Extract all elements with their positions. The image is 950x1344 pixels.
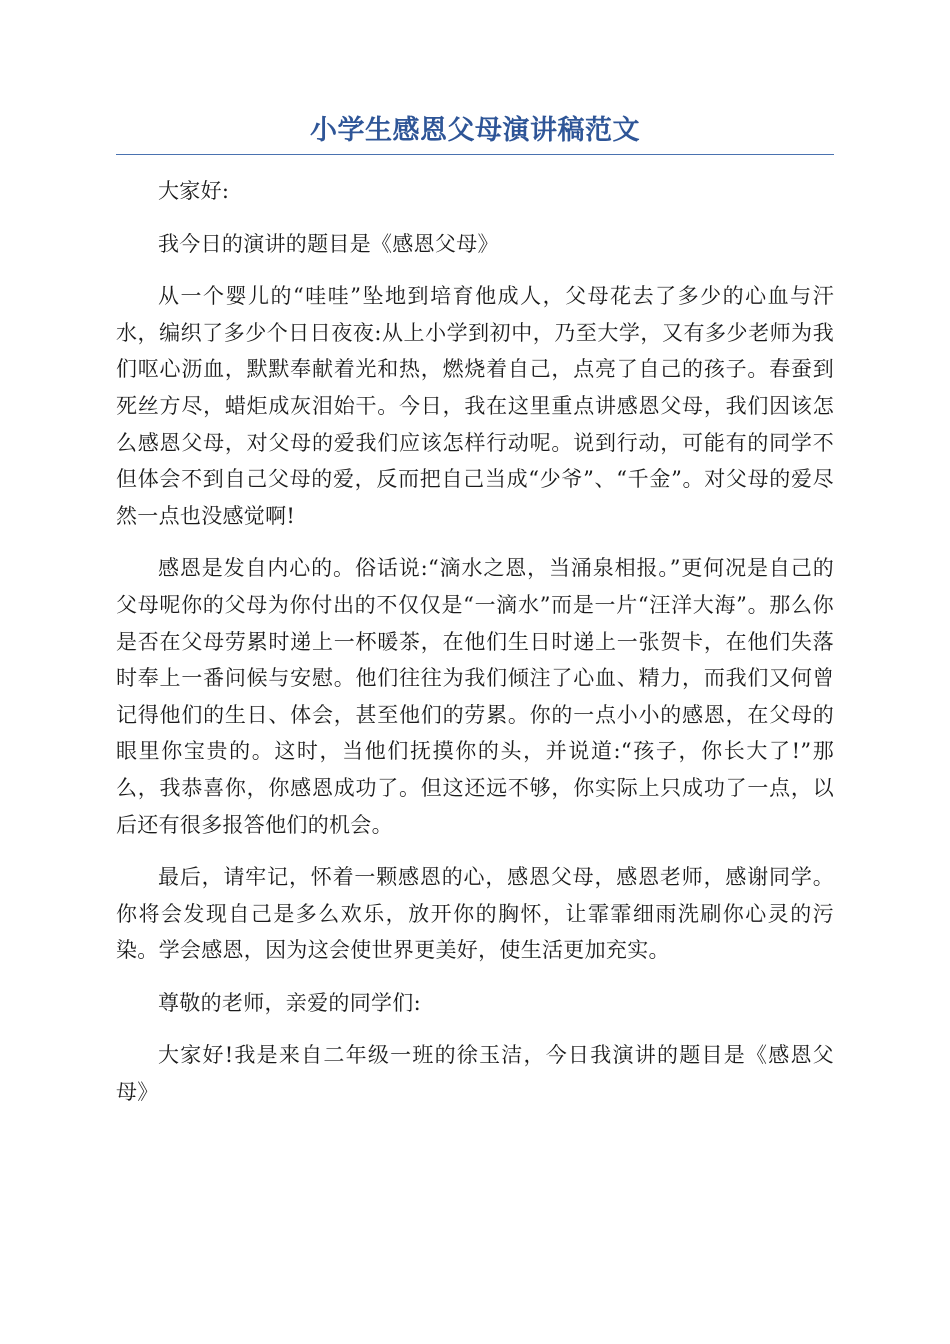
paragraph-body-2: 感恩是发自内心的。俗话说:“滴水之恩，当涌泉相报。”更何况是自己的父母呢你的父母为你付出的不仅仅是“一滴水”而是一片“汪洋大海”。那么你是否在父母劳累时递上一杯暖茶，在他们生日时递上一张贺卡，在他们失落时奉上一番问候与安慰。他们往往为我们倾注了心血、精力，而我们又何曾记得他们的生日、体会，甚至他们的劳累。你的一点小小的感恩，在父母的眼里你宝贵的。这时，当他们抚摸你的头，并说道:“孩子，你长大了!”那么，我恭喜你，你感恩成功了。但这还远不够，你实际上只成功了一点，以后还有很多报答他们的机会。 [116,556,834,837]
paragraph-greeting: 大家好: [158,179,230,203]
paragraph-topic: 我今日的演讲的题目是《感恩父母》 [158,231,499,256]
paragraph-salutation: 尊敬的老师，亲爱的同学们: [158,990,421,1015]
paragraph-intro: 大家好!我是来自二年级一班的徐玉洁，今日我演讲的题目是《感恩父母》 [116,1043,834,1105]
paragraph-body-1: 从一个婴儿的“哇哇”坠地到培育他成人，父母花去了多少的心血与汗水，编织了多少个日日夜夜:从上小学到初中，乃至大学，又有多少老师为我们呕心沥血，默默奉献着光和热，燃烧着自己，点亮了自己的孩子。春蚕到死丝方尽，蜡炬成灰泪始干。今日，我在这里重点讲感恩父母，我们因该怎么感恩父母，对父母的爱我们应该怎样行动呢。说到行动，可能有的同学不但体会不到自己父母的爱，反而把自己当成“少爷”、“千金”。对父母的爱尽然一点也没感觉啊! [116,284,834,528]
paragraph-conclusion: 最后，请牢记，怀着一颗感恩的心，感恩父母，感恩老师，感谢同学。你将会发现自己是多么欢乐，放开你的胸怀，让霏霏细雨洗刷你心灵的污染。学会感恩，因为这会使世界更美好，使生活更加充实。 [116,865,834,963]
title-underline [116,154,834,155]
document-title: 小学生感恩父母演讲稿范文 [310,115,640,146]
